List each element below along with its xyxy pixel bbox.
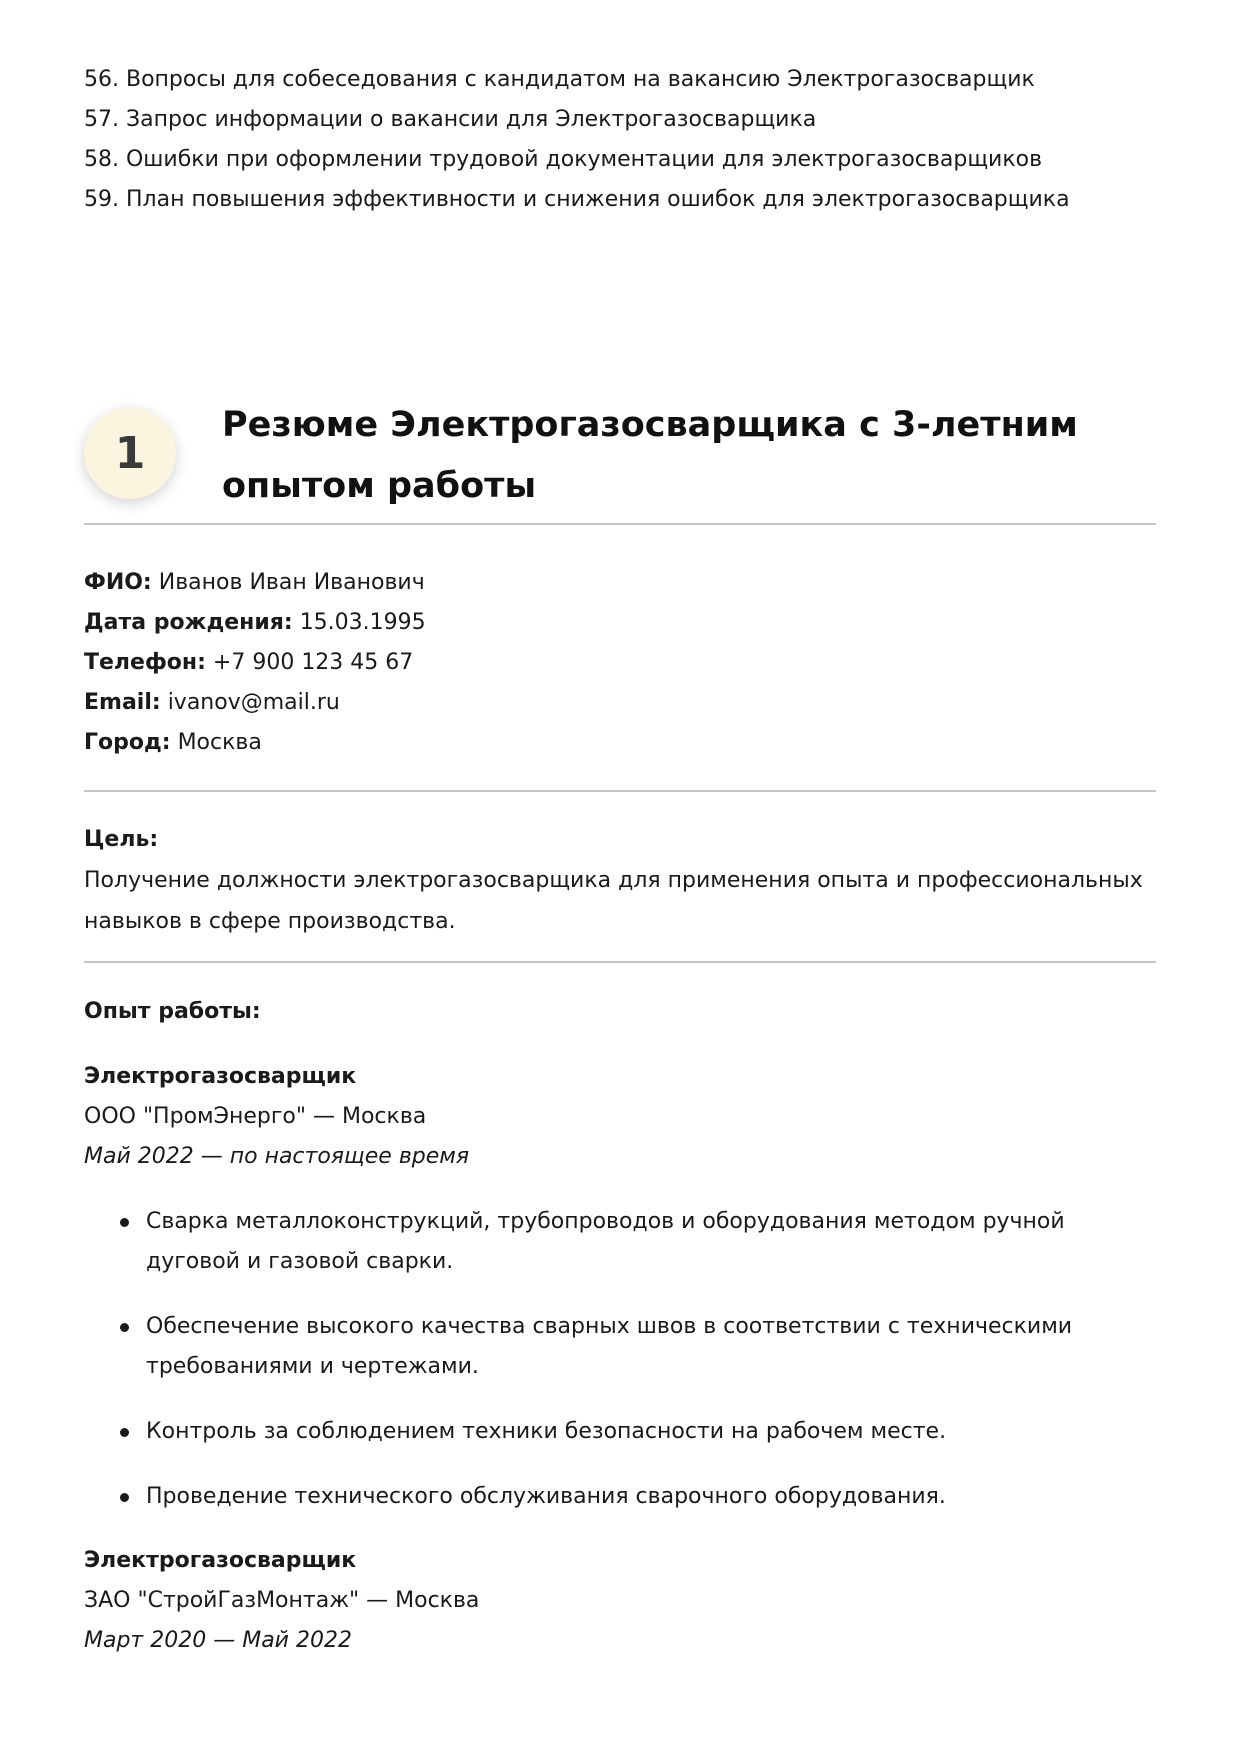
section-title: Резюме Электрогазосварщика с 3-летним опытом работы [222,405,1078,506]
section-header [84,395,1156,525]
goal-label: Цель: [84,827,159,852]
job-duties [84,1202,1156,1517]
bullet-icon [120,1218,129,1227]
section-divider [84,523,1156,525]
bullet-icon [120,1428,129,1437]
field-label: ФИО: [84,570,152,595]
field-label: Email: [84,690,161,715]
field-full-name [84,563,426,603]
duty-item [84,1412,1156,1452]
divider [84,790,1156,792]
field-value: 15.03.1995 [299,610,426,635]
duty-text: Сварка металлоконструкций, трубопроводов и оборудования методом ручной дуговой и газовой сварки. [146,1209,1065,1274]
personal-info [84,563,426,763]
goal-text: Получение должности электрогазосварщика для применения опыта и профессиональных навыков в сфере производства. [84,868,1143,934]
job-title: Электрогазосварщик [84,1548,357,1573]
duty-item [84,1477,1156,1517]
field-email [84,683,426,723]
job-entry [84,1057,1156,1517]
table-of-contents [84,60,1070,220]
field-city [84,723,426,763]
experience-section [84,990,1156,1661]
toc-item[interactable]: 56. Вопросы для собеседования с кандидатом на вакансию Электрогазосварщик [84,67,1035,92]
toc-item[interactable]: 57. Запрос информации о вакансии для Электрогазосварщика [84,107,817,132]
job-company: ООО "ПромЭнерго" — Москва [84,1104,427,1129]
field-birth-date [84,603,426,643]
field-value: ivanov@mail.ru [167,690,340,715]
duty-item [84,1307,1156,1387]
job-title: Электрогазосварщик [84,1064,357,1089]
toc-item[interactable]: 58. Ошибки при оформлении трудовой документации для электрогазосварщиков [84,147,1043,172]
job-period: Март 2020 — Май 2022 [84,1628,352,1653]
job-entry [84,1541,1156,1661]
goal-section [84,820,1156,942]
duty-item [84,1202,1156,1282]
field-phone [84,643,426,683]
job-company: ЗАО "СтройГазМонтаж" — Москва [84,1588,480,1613]
divider [84,961,1156,963]
field-value: Москва [177,730,262,755]
duty-text: Контроль за соблюдением техники безопасности на рабочем месте. [146,1419,947,1444]
field-label: Город: [84,730,171,755]
duty-text: Проведение технического обслуживания сварочного оборудования. [146,1484,946,1509]
experience-label: Опыт работы: [84,999,261,1024]
field-value: +7 900 123 45 67 [212,650,414,675]
bullet-icon [120,1323,129,1332]
job-period: Май 2022 — по настоящее время [84,1144,470,1169]
field-label: Дата рождения: [84,610,293,635]
duty-text: Обеспечение высокого качества сварных швов в соответствии с техническими требованиями и чертежами. [146,1314,1073,1379]
section-number-badge: 1 [84,407,176,499]
toc-item[interactable]: 59. План повышения эффективности и снижения ошибок для электрогазосварщика [84,187,1070,212]
field-value: Иванов Иван Иванович [158,570,425,595]
bullet-icon [120,1493,129,1502]
field-label: Телефон: [84,650,206,675]
